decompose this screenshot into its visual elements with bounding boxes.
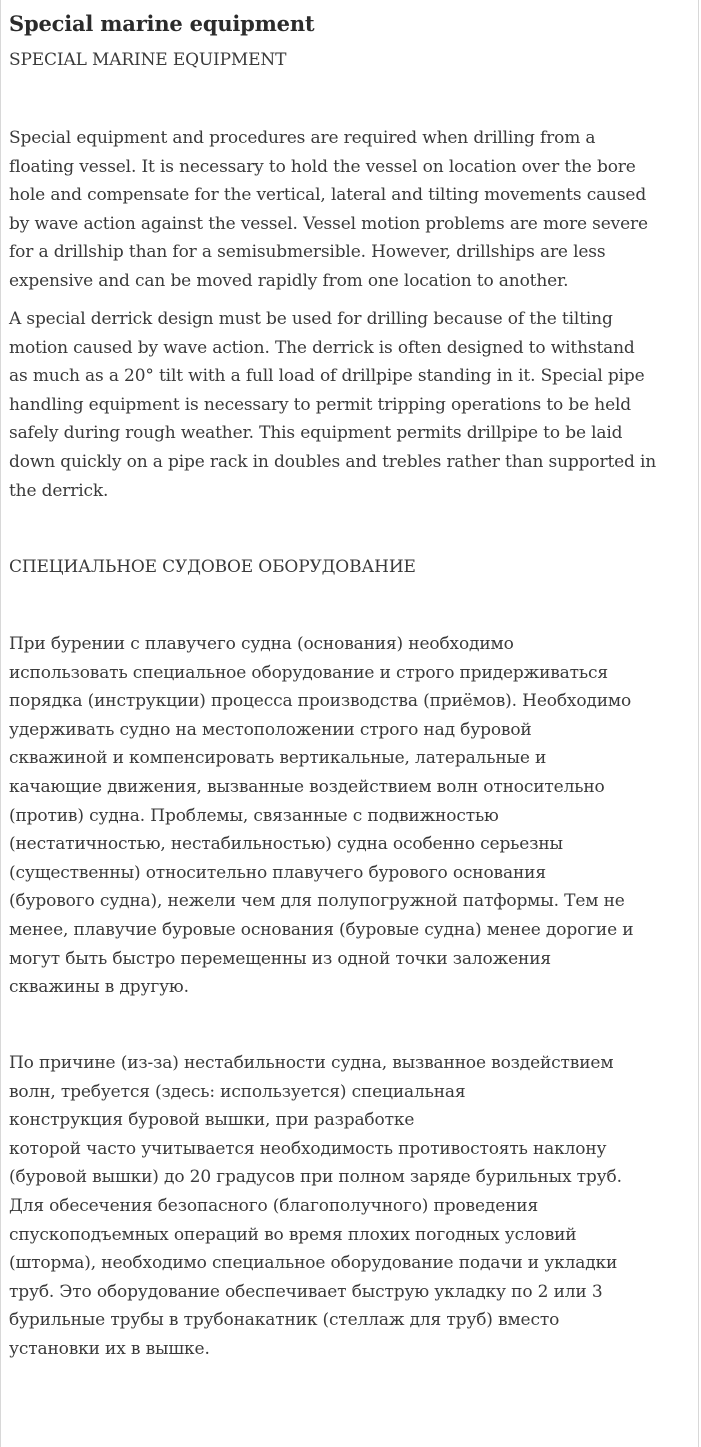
text-line: hole and compensate for the vertical, lateral and tilting movements caused xyxy=(9,185,647,206)
text-line: По причине (из-за) нестабильности судна, вызванное воздействием xyxy=(9,1053,614,1073)
text-line: (шторма), необходимо специальное оборудование подачи и укладки xyxy=(9,1253,618,1274)
text-line: могут быть быстро перемещенны из одной точки заложения xyxy=(9,948,551,969)
english-paragraph-1 xyxy=(9,124,693,296)
text-line: Special equipment and procedures are required when drilling from a xyxy=(9,128,596,148)
text-line: спускоподъемных операций во время плохих погодных условий xyxy=(9,1224,577,1245)
russian-paragraph-2 xyxy=(9,1049,693,1364)
text-line: При бурении с плавучего судна (основания) необходимо xyxy=(9,634,514,654)
text-line: for a drillship than for a semisubmersible. However, drillships are less xyxy=(9,242,606,263)
text-line: as much as a 20° tilt with a full load of drillpipe standing in it. Special pipe xyxy=(9,366,645,387)
text-line: порядка (инструкции) процесса производства (приёмов). Необходимо xyxy=(9,691,632,712)
text-line: down quickly on a pipe rack in doubles and trebles rather than supported in xyxy=(9,451,657,472)
text-line: by wave action against the vessel. Vessel motion problems are more severe xyxy=(9,213,648,234)
text-line: safely during rough weather. This equipment permits drillpipe to be laid xyxy=(9,423,623,444)
text-line: Для обесечения безопасного (благополучного) проведения xyxy=(9,1195,539,1216)
text-line: handling equipment is necessary to permit tripping operations to be held xyxy=(9,394,632,415)
text-line: волн, требуется (здесь: используется) специальная xyxy=(9,1081,466,1102)
text-line: (бурового судна), нежели чем для полупогружной патформы. Тем не xyxy=(9,891,625,912)
english-heading: SPECIAL MARINE EQUIPMENT xyxy=(9,50,287,70)
text-line: (существенны) относительно плавучего бурового основания xyxy=(9,862,546,883)
text-line: труб. Это оборудование обеспечивает быструю укладку по 2 или 3 xyxy=(9,1281,603,1302)
text-line: motion caused by wave action. The derrick is often designed to withstand xyxy=(9,337,635,358)
text-line: бурильные трубы в трубонакатник (стеллаж для труб) вместо xyxy=(9,1310,560,1331)
text-line: качающие движения, вызванные воздействием волн относительно xyxy=(9,776,605,797)
text-line: the derrick. xyxy=(9,480,109,501)
english-paragraph-2 xyxy=(9,305,693,505)
text-line: которой часто учитывается необходимость противостоять наклону xyxy=(9,1138,607,1159)
text-line: установки их в вышке. xyxy=(9,1338,210,1359)
page-title: Special marine equipment xyxy=(9,11,315,36)
text-line: конструкция буровой вышки, при разработке xyxy=(9,1110,415,1131)
text-line: удерживать судно на местоположении строго над буровой xyxy=(9,719,532,740)
russian-paragraph-1 xyxy=(9,630,693,1002)
text-line: менее, плавучие буровые основания (буровые судна) менее дорогие и xyxy=(9,919,634,940)
text-line: expensive and can be moved rapidly from one location to another. xyxy=(9,270,569,291)
text-line: использовать специальное оборудование и строго придерживаться xyxy=(9,662,608,683)
text-line: скважины в другую. xyxy=(9,977,189,998)
text-line: A special derrick design must be used for drilling because of the tilting xyxy=(9,309,613,329)
text-line: (против) судна. Проблемы, связанные с подвижностью xyxy=(9,805,499,826)
russian-heading: СПЕЦИАЛЬНОЕ СУДОВОЕ ОБОРУДОВАНИЕ xyxy=(9,557,416,577)
text-line: (буровой вышки) до 20 градусов при полном заряде бурильных труб. xyxy=(9,1167,622,1188)
text-line: (нестатичностью, нестабильностью) судна особенно серьезны xyxy=(9,834,563,855)
text-line: floating vessel. It is necessary to hold the vessel on location over the bore xyxy=(9,156,636,177)
text-line: скважиной и компенсировать вертикальные, латеральные и xyxy=(9,748,547,769)
